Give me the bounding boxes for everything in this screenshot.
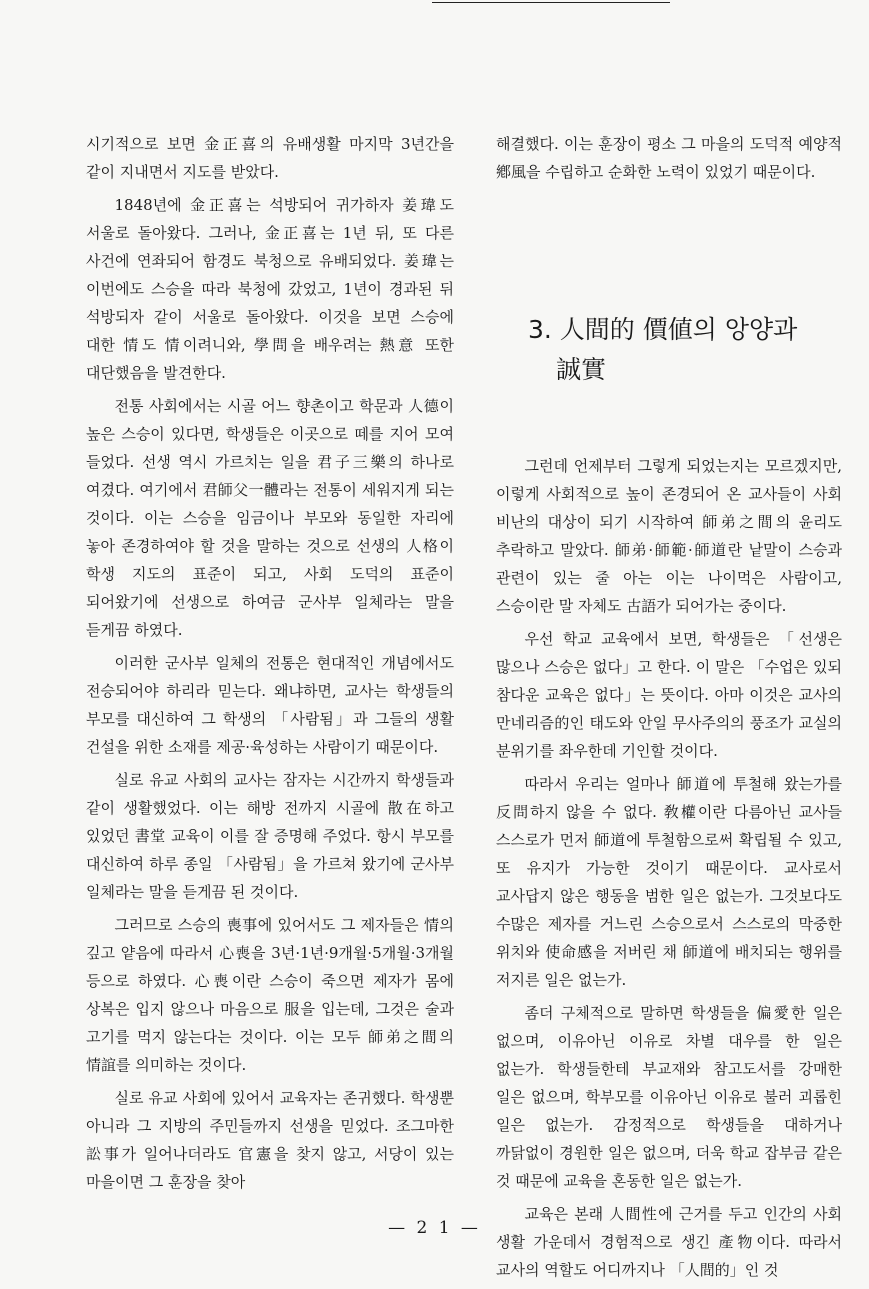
body-paragraph: 그러므로 스승의 喪事에 있어서도 그 제자들은 情의 깊고 얕음에 따라서 心喪을 3년·1년·9개월·5개월·3개월 등으로 하였다. 心喪이란 스승이 죽으면 제자가 몸에 상복은 입지 않으나 마음으로 服을 입는데, 그것은 술과 고기를 먹지 않는다는 것이다. 이는 모두 師弟之間의 情誼를 의미하는 것이다. (86, 916, 454, 1074)
body-paragraph: 따라서 우리는 얼마나 師道에 투철해 왔는가를 反問하지 않을 수 없다. 敎權이란 다름아닌 교사들 스스로가 먼저 師道에 투철함으로써 확립될 수 있고, 또 유지가 가능한 것이기 때문이다. 교사로서 교사답지 않은 행동을 범한 일은 없는가. 그것보다도 수많은 제자를 거느린 스승으로서 스스로의 막중한 위치와 使命感을 저버린 채 師道에 배치되는 행위를 저지른 일은 없는가. (496, 775, 842, 989)
page-number: — 2 1 — (388, 1218, 481, 1238)
right-column (496, 130, 842, 1289)
body-paragraph: 우선 학교 교육에서 보면, 학생들은 「선생은 많으나 스승은 없다」고 한다. 이 말은 「수업은 있되 참다운 교육은 없다」는 뜻이다. 아마 이것은 교사의 만네리즘的인 태도와 안일 무사주의의 풍조가 교실의 분위기를 좌우한데 기인할 것이다. (496, 630, 842, 760)
body-paragraph: 그런데 언제부터 그렇게 되었는지는 모르겠지만, 이렇게 사회적으로 높이 존경되어 온 교사들이 사회 비난의 대상이 되기 시작하여 師弟之間의 윤리도 추락하고 말았다. 師弟·師範·師道란 낱말이 스승과 관련이 있는 줄 아는 이는 나이먹은 사람이고, 스승이란 말 자체도 古語가 되어가는 중이다. (496, 457, 842, 615)
section-heading (528, 310, 842, 390)
body-paragraph: 실로 유교 사회의 교사는 잠자는 시간까지 학생들과 같이 생활했었다. 이는 해방 전까지 시골에 散在하고 있었던 書堂 교육이 이를 잘 증명해 주었다. 항시 부모를 대신하여 하루 종일 「사람됨」을 가르쳐 왔기에 군사부 일체라는 말을 듣게끔 된 것이다. (86, 771, 454, 901)
section-heading-line: 誠實 (556, 355, 607, 384)
section-heading-line: 3. 人間的 價値의 앙양과 (528, 315, 798, 344)
body-paragraph: 교육은 본래 人間性에 근거를 두고 인간의 사회 생활 가운데서 경험적으로 생긴 產物이다. 따라서 교사의 역할도 어디까지나 「人間的」인 것 (496, 1205, 842, 1279)
body-paragraph: 시기적으로 보면 金正喜의 유배생활 마지막 3년간을 같이 지내면서 지도를 받았다. (86, 135, 454, 181)
left-column (86, 130, 454, 1201)
body-paragraph: 좀더 구체적으로 말하면 학생들을 偏愛한 일은 없으며, 이유아닌 이유로 차별 대우를 한 일은 없는가. 학생들한테 부교재와 참고도서를 강매한 일은 없으며, 학부모를 이유아닌 이유로 불러 괴롭힌 일은 없는가. 감정적으로 학생들을 대하거나 까닭없이 경원한 일은 없으며, 더욱 학교 잡부금 같은 것 때문에 교육을 혼동한 일은 없는가. (496, 1004, 842, 1190)
body-paragraph: 이러한 군사부 일체의 전통은 현대적인 개념에서도 전승되어야 하리라 믿는다. 왜냐하면, 교사는 학생들의 부모를 대신하여 그 학생의 「사람됨」과 그들의 생활 건설을 위한 소재를 제공·육성하는 사람이기 때문이다. (86, 654, 454, 756)
body-paragraph: 실로 유교 사회에 있어서 교육자는 존귀했다. 학생뿐 아니라 그 지방의 주민들까지 선생을 믿었다. 조그마한 訟事가 일어나더라도 官憲을 찾지 않고, 서당이 있는 마을이면 그 훈장을 찾아 (86, 1089, 454, 1191)
body-paragraph: 1848년에 金正喜는 석방되어 귀가하자 姜瑋도 서울로 돌아왔다. 그러나, 金正喜는 1년 뒤, 또 다른 사건에 연좌되어 함경도 북청으로 유배되었다. 姜瑋는 이번에도 스승을 따라 북청에 갔었고, 1년이 경과된 뒤 석방되자 같이 서울로 돌아왔다. 이것을 보면 스승에 대한 情도 情이려니와, 學問을 배우려는 熱意 또한 대단했음을 발견한다. (86, 196, 454, 382)
top-rule (432, 2, 670, 3)
body-paragraph: 해결했다. 이는 훈장이 평소 그 마을의 도덕적 예양적 鄕風을 수립하고 순화한 노력이 있었기 때문이다. (496, 135, 842, 181)
body-paragraph: 전통 사회에서는 시골 어느 향촌이고 학문과 人德이 높은 스승이 있다면, 학생들은 이곳으로 떼를 지어 모여 들었다. 선생 역시 가르치는 일을 君子三樂의 하나로 여겼다. 여기에서 君師父一體라는 전통이 세워지게 되는 것이다. 이는 스승을 임금이나 부모와 동일한 자리에 놓아 존경하여야 할 것을 말하는 것으로 선생의 人格이 학생 지도의 표준이 되고, 사회 도덕의 표준이 되어왔기에 선생으로 하여금 군사부 일체라는 말을 듣게끔 하였다. (86, 397, 454, 639)
